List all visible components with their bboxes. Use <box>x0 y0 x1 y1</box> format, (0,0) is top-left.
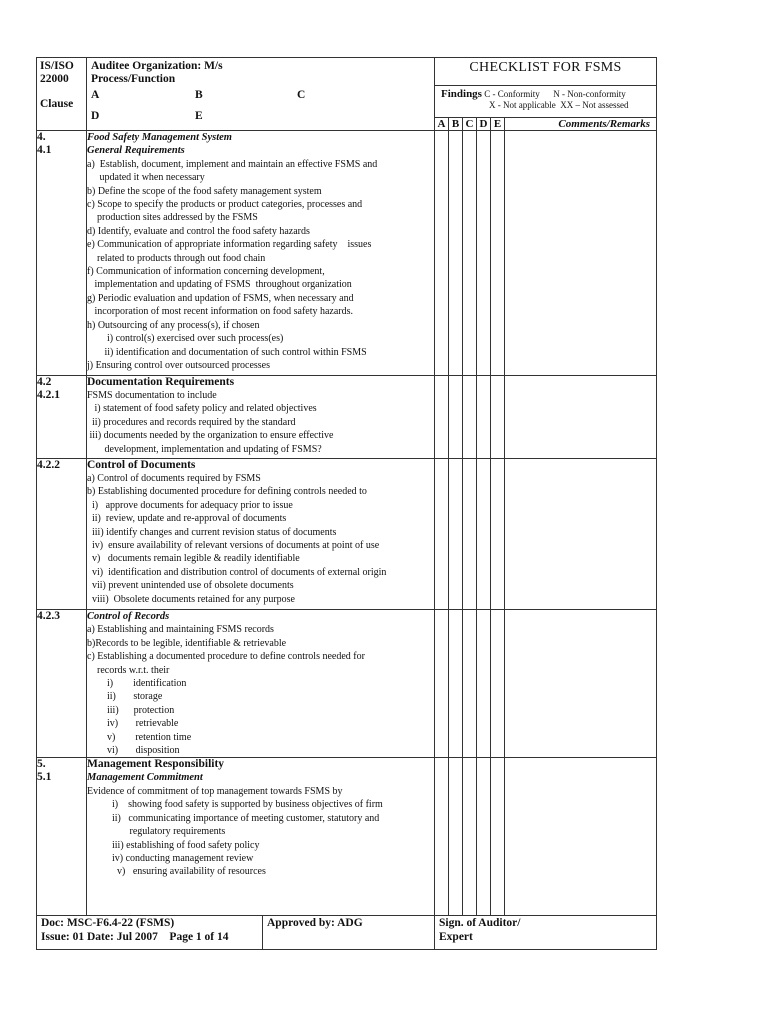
finding-e-cell[interactable] <box>491 131 505 376</box>
requirement-line: iii) establishing of food safety policy <box>87 839 260 851</box>
clause-cell <box>37 610 87 758</box>
requirement-line: production sites addressed by the FSMS <box>87 212 258 224</box>
section-row <box>37 131 657 376</box>
requirement-line: ii) identification and documentation of such control within FSMS <box>87 346 367 358</box>
requirement-lines <box>87 158 434 373</box>
finding-d-cell[interactable] <box>477 131 491 376</box>
auditee-label: Auditee Organization: M/s <box>91 60 223 72</box>
doc-number: Doc: MSC-F6.4-22 (FSMS) <box>41 917 175 930</box>
section-subheading: General Requirements <box>87 145 185 157</box>
issue-info: Issue: 01 Date: Jul 2007 Page 1 of 14 <box>41 931 229 944</box>
requirement-cell <box>87 610 435 758</box>
clause-number: 4.2.2 <box>37 459 60 471</box>
remarks-cell[interactable] <box>505 131 657 376</box>
requirement-line: i) showing food safety is supported by business objectives of firm <box>87 799 383 811</box>
process-col-a: A <box>91 89 100 101</box>
finding-d-cell[interactable] <box>477 758 491 916</box>
finding-e-cell[interactable] <box>491 610 505 758</box>
requirement-line: FSMS documentation to include <box>87 390 217 401</box>
requirement-line: b) Establishing documented procedure for defining controls needed to <box>87 486 367 498</box>
remarks-cell[interactable] <box>505 758 657 916</box>
footer-row <box>37 916 657 949</box>
header-row <box>37 58 657 118</box>
clause-number: 5.1 <box>37 770 52 783</box>
finding-d-cell[interactable] <box>477 376 491 459</box>
clause-cell <box>37 376 87 459</box>
requirement-line: related to products through out food chain <box>87 252 266 264</box>
finding-a-cell[interactable] <box>435 610 449 758</box>
finding-d-cell[interactable] <box>477 610 491 758</box>
finding-c-cell[interactable] <box>463 758 477 916</box>
finding-a-cell[interactable] <box>435 459 449 610</box>
clause-number: 4.1 <box>37 143 52 156</box>
finding-e-cell[interactable] <box>491 459 505 610</box>
requirement-line: ii) procedures and records required by the standard <box>87 416 296 428</box>
remarks-header: Comments/Remarks <box>505 118 657 131</box>
clause-cell <box>37 758 87 916</box>
section-subheading: Management Commitment <box>87 772 203 784</box>
section-row <box>37 376 657 459</box>
clause-number: 5. <box>37 758 46 771</box>
requirement-line: development, implementation and updating of FSMS? <box>87 443 322 455</box>
requirement-line: c) Scope to specify the products or product categories, processes and <box>87 199 363 211</box>
process-col-b: B <box>195 89 203 101</box>
finding-b-cell[interactable] <box>449 376 463 459</box>
process-col-d: D <box>91 110 100 122</box>
requirement-lines <box>87 623 434 757</box>
requirement-line: Evidence of commitment of top management towards FSMS by <box>87 785 343 797</box>
requirement-line: ii) storage <box>87 691 163 703</box>
standard-number: 22000 <box>40 73 69 85</box>
requirement-line: iii) identify changes and current revision status of documents <box>87 526 337 538</box>
finding-b-cell[interactable] <box>449 131 463 376</box>
requirement-line: iii) documents needed by the organization to ensure effective <box>87 430 334 442</box>
remarks-cell[interactable] <box>505 610 657 758</box>
requirement-line: v) retention time <box>87 731 192 743</box>
requirement-line: v) documents remain legible & readily identifiable <box>87 553 300 565</box>
clause-cell <box>37 459 87 610</box>
standard-cell <box>37 58 87 131</box>
requirement-lines <box>87 472 434 606</box>
findings-label: Findings <box>441 89 482 100</box>
requirement-cell <box>87 758 435 916</box>
clause-number: 4.2.1 <box>37 388 60 401</box>
requirement-line: vi) disposition <box>87 745 180 757</box>
requirement-line: records w.r.t. their <box>87 664 170 676</box>
process-label: Process/Function <box>91 73 176 85</box>
requirement-line: iii) protection <box>87 704 175 716</box>
requirement-line: f) Communication of information concerning development, <box>87 266 325 278</box>
findings-legend-line2: X - Not applicable XX – Not assessed <box>489 99 629 110</box>
requirement-cell <box>87 459 435 610</box>
doc-info-cell <box>37 916 263 949</box>
requirement-cell <box>87 376 435 459</box>
finding-b-cell[interactable] <box>449 758 463 916</box>
approval-cell <box>263 916 435 949</box>
finding-e-cell[interactable] <box>491 758 505 916</box>
clause-cell <box>37 131 87 376</box>
process-col-c: C <box>297 89 306 101</box>
requirement-line: a) Establish, document, implement and maintain an effective FSMS and <box>87 158 378 170</box>
requirement-line: iv) conducting management review <box>87 852 254 864</box>
signature-label: Sign. of Auditor/ <box>439 917 521 930</box>
findings-legend-line1: C - Conformity N - Non-conformity <box>484 89 626 99</box>
signature-label-cont: Expert <box>439 931 473 944</box>
auditee-cell <box>87 58 435 131</box>
clause-number: 4.2 <box>37 376 52 388</box>
clause-number: 4. <box>37 131 46 143</box>
requirement-line: iv) retrievable <box>87 718 179 730</box>
checklist-table <box>36 57 657 916</box>
finding-c-cell[interactable] <box>463 610 477 758</box>
requirement-line: i) statement of food safety policy and related objectives <box>87 403 317 415</box>
finding-a-cell[interactable] <box>435 131 449 376</box>
requirement-lines <box>87 389 434 456</box>
grid-header-a: A <box>435 118 449 131</box>
grid-header-c: C <box>463 118 477 131</box>
requirement-line: i) control(s) exercised over such process(es) <box>87 333 284 345</box>
finding-d-cell[interactable] <box>477 459 491 610</box>
remarks-cell[interactable] <box>505 459 657 610</box>
requirement-line: vi) identification and distribution control of documents of external origin <box>87 566 387 578</box>
clause-number: 4.2.3 <box>37 610 60 622</box>
requirement-line: v) ensuring availability of resources <box>87 866 266 878</box>
requirement-line: updated it when necessary <box>87 172 205 184</box>
requirement-line: ii) communicating importance of meeting customer, statutory and <box>87 812 380 824</box>
requirement-line: h) Outsourcing of any process(s), if chosen <box>87 319 260 331</box>
finding-c-cell[interactable] <box>463 131 477 376</box>
section-heading: Control of Documents <box>87 459 196 471</box>
title-findings-cell <box>435 58 657 118</box>
section-heading: Food Safety Management System <box>87 132 232 143</box>
section-heading: Management Responsibility <box>87 758 225 771</box>
requirement-lines <box>87 785 434 879</box>
requirement-line: g) Periodic evaluation and updation of FSMS, when necessary and <box>87 292 354 304</box>
footer-table <box>36 916 657 950</box>
section-row <box>37 758 657 916</box>
section-row <box>37 610 657 758</box>
requirement-line: ii) review, update and re-approval of documents <box>87 513 287 525</box>
requirement-line: c) Establishing a documented procedure to define controls needed for <box>87 651 365 663</box>
grid-header-b: B <box>449 118 463 131</box>
approved-by: Approved by: ADG <box>267 917 363 930</box>
requirement-cell <box>87 131 435 376</box>
requirement-line: incorporation of most recent information on food safety hazards. <box>87 306 354 318</box>
section-heading: Control of Records <box>87 611 170 622</box>
section-row <box>37 459 657 610</box>
requirement-line: d) Identify, evaluate and control the food safety hazards <box>87 225 310 237</box>
signature-cell <box>435 916 657 949</box>
findings-legend <box>435 86 656 110</box>
finding-c-cell[interactable] <box>463 376 477 459</box>
requirement-line: a) Establishing and maintaining FSMS records <box>87 624 274 636</box>
requirement-line: a) Control of documents required by FSMS <box>87 473 261 484</box>
grid-header-d: D <box>477 118 491 131</box>
standard-name: IS/ISO <box>40 60 74 72</box>
requirement-line: iv) ensure availability of relevant versions of documents at point of use <box>87 540 380 552</box>
requirement-line: j) Ensuring control over outsourced processes <box>87 359 271 371</box>
clause-label: Clause <box>40 98 74 110</box>
finding-a-cell[interactable] <box>435 376 449 459</box>
requirement-line: i) identification <box>87 678 187 690</box>
requirement-line: vii) prevent unintended use of obsolete documents <box>87 580 294 592</box>
grid-header-e: E <box>491 118 505 131</box>
requirement-line: viii) Obsolete documents retained for any purpose <box>87 593 295 605</box>
checklist-title: CHECKLIST FOR FSMS <box>435 58 656 86</box>
requirement-line: e) Communication of appropriate information regarding safety issues <box>87 239 372 251</box>
requirement-line: implementation and updating of FSMS throughout organization <box>87 279 352 291</box>
process-col-e: E <box>195 110 203 122</box>
finding-b-cell[interactable] <box>449 610 463 758</box>
finding-c-cell[interactable] <box>463 459 477 610</box>
checklist-page <box>36 57 656 950</box>
section-heading: Documentation Requirements <box>87 376 235 388</box>
finding-e-cell[interactable] <box>491 376 505 459</box>
remarks-cell[interactable] <box>505 376 657 459</box>
requirement-line: regulatory requirements <box>87 826 226 838</box>
finding-b-cell[interactable] <box>449 459 463 610</box>
requirement-line: b)Records to be legible, identifiable & retrievable <box>87 637 287 649</box>
finding-a-cell[interactable] <box>435 758 449 916</box>
requirement-line: b) Define the scope of the food safety management system <box>87 185 322 197</box>
requirement-line: i) approve documents for adequacy prior to issue <box>87 499 293 511</box>
